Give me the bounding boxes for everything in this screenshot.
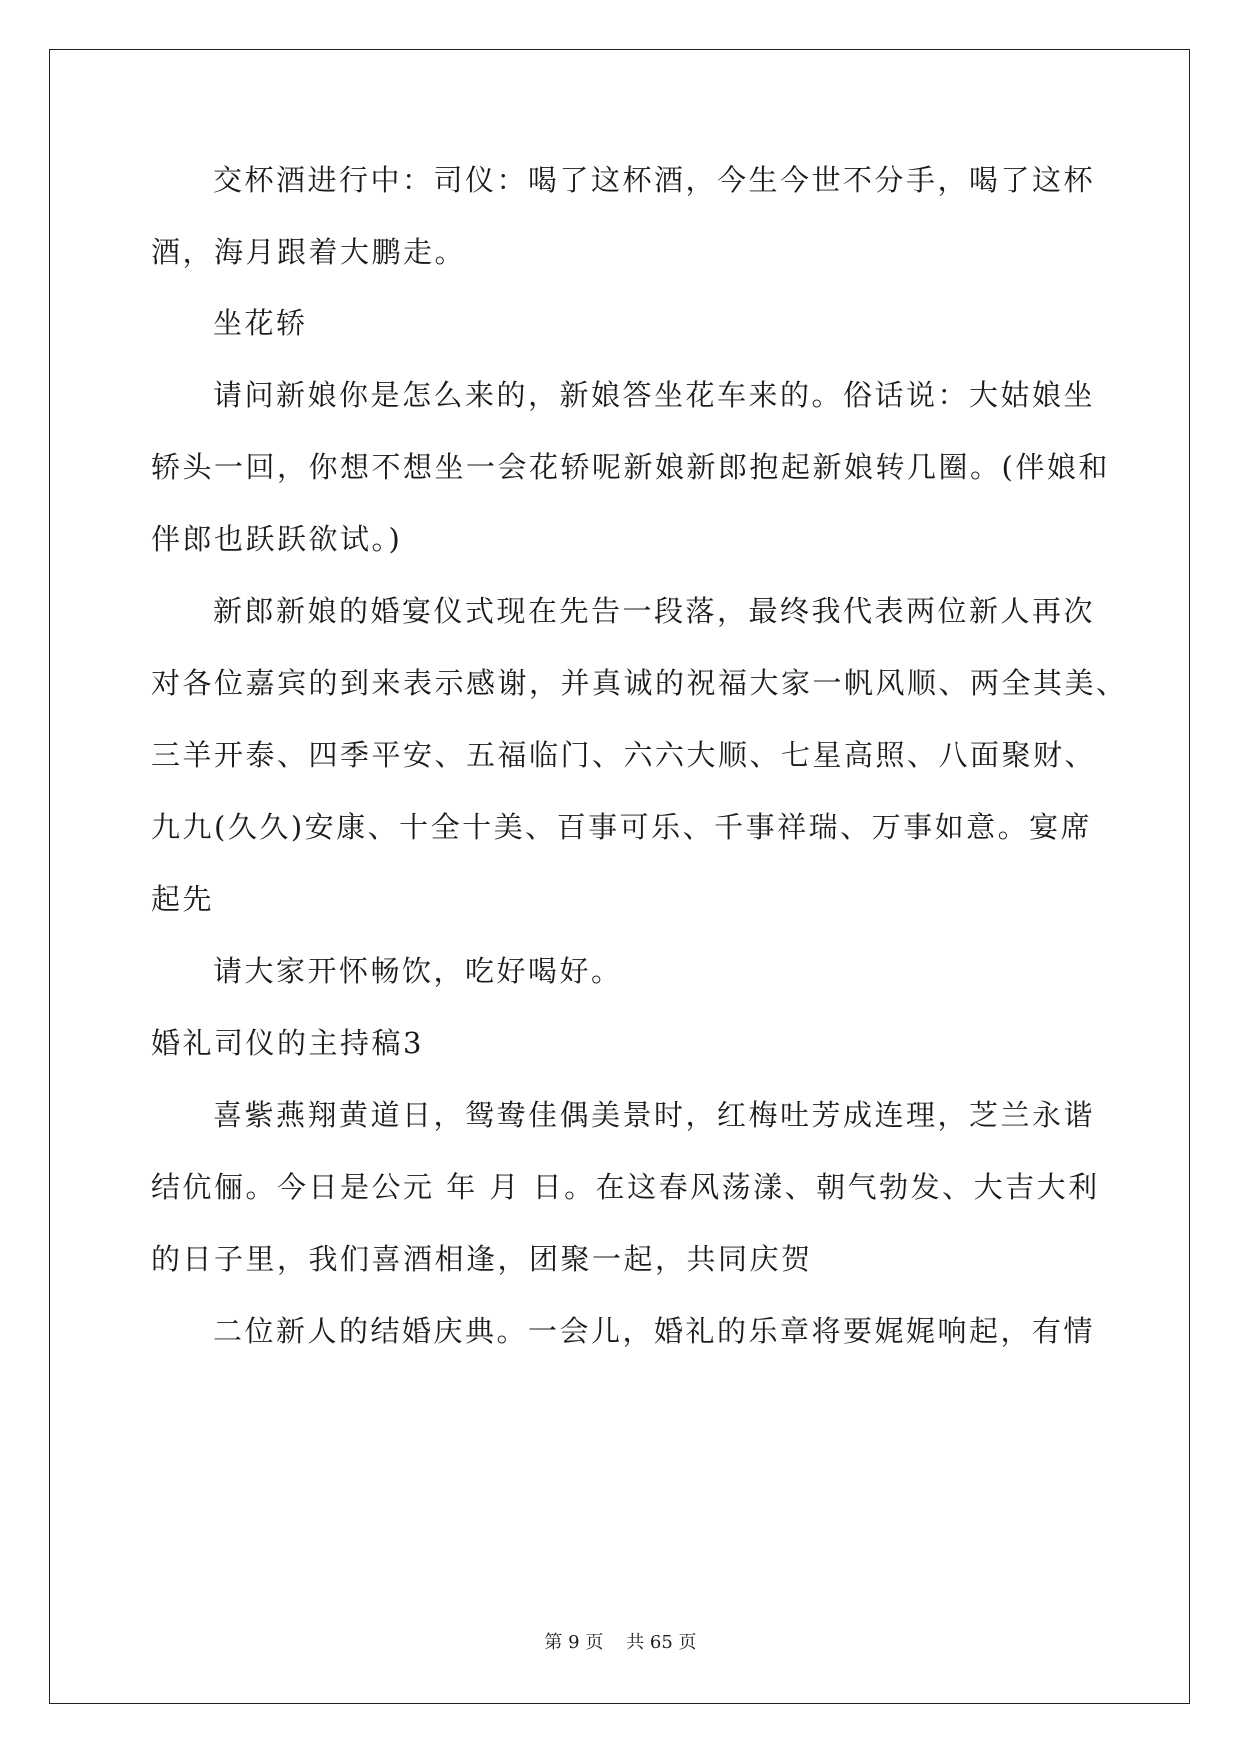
paragraph-line: 结伉俪。今日是公元 年 月 日。在这春风荡漾、朝气勃发、大吉大利 [151,1170,1100,1204]
paragraph-line: 起先 [151,882,215,916]
paragraph-line: 酒，海月跟着大鹏走。 [151,235,467,269]
page-footer [0,1628,1241,1654]
paragraph-line: 二位新人的结婚庆典。一会儿，婚礼的乐章将要娓娓响起，有情 [213,1314,1096,1348]
paragraph-line: 九九(久久)安康、十全十美、百事可乐、千事祥瑞、万事如意。宴席 [151,810,1093,844]
section-title: 婚礼司仪的主持稿3 [151,1026,424,1060]
paragraph-line: 轿头一回，你想不想坐一会花轿呢新娘新郎抱起新娘转几圈。(伴娘和 [151,450,1110,484]
paragraph-line: 请大家开怀畅饮，吃好喝好。 [213,954,623,988]
paragraph-line: 伴郎也跃跃欲试。) [151,522,403,556]
paragraph-line: 交杯酒进行中：司仪：喝了这杯酒，今生今世不分手，喝了这杯 [213,163,1096,197]
page-border [49,49,1190,1704]
paragraph-line: 新郎新娘的婚宴仪式现在先告一段落，最终我代表两位新人再次 [213,594,1096,628]
paragraph-line: 请问新娘你是怎么来的，新娘答坐花车来的。俗话说：大姑娘坐 [213,378,1096,412]
paragraph-line: 对各位嘉宾的到来表示感谢，并真诚的祝福大家一帆风顺、两全其美、 [151,666,1128,700]
page-number-label: 第 9 页 共 65 页 [544,1632,697,1653]
paragraph-line: 的日子里，我们喜酒相逢，团聚一起，共同庆贺 [151,1242,813,1276]
paragraph-line: 喜紫燕翔黄道日，鸳鸯佳偶美景时，红梅吐芳成连理，芝兰永谐 [213,1098,1096,1132]
paragraph-line: 三羊开泰、四季平安、五福临门、六六大顺、七星高照、八面聚财、 [151,738,1097,772]
section-heading: 坐花轿 [213,306,308,340]
